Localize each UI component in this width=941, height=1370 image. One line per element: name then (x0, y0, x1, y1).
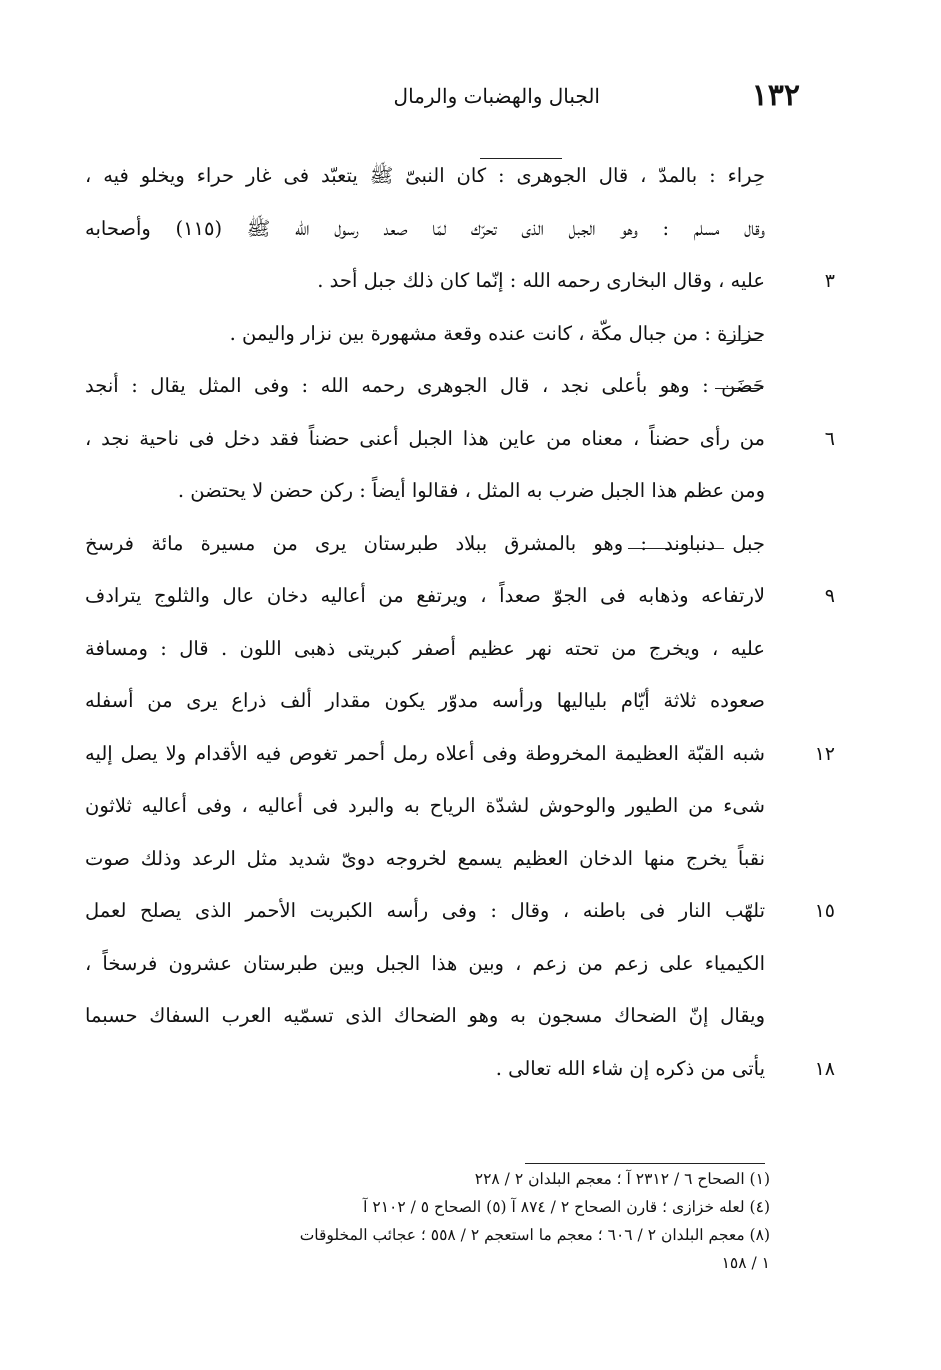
headword-overline (715, 388, 763, 389)
text-line (85, 255, 835, 308)
text-line (85, 570, 835, 623)
text-line-content: لارتفاعه وذهابه فى الجوّ صعداً ، ويرتفع من أعاليه دخان عال والثلوج يترادف (85, 584, 765, 607)
text-line (85, 413, 835, 466)
text-line-content: يأتى من ذكره إن شاء الله تعالى . (495, 1056, 765, 1080)
footnote: ١ / ١٥٨ (721, 1254, 770, 1272)
text-line (85, 360, 765, 413)
text-line-content: شىء من الطيور والوحوش لشدّة الرياح به والبرد فى أعاليه ، وفى أعاليه ثلاثون (85, 794, 765, 817)
text-line (85, 938, 765, 991)
text-line (85, 150, 765, 203)
line-number: ٦ (824, 427, 835, 450)
footnote: (٨) معجم البلدان ٢ / ٦٠٦ ؛ معجم ما استعجم ٢ / ٥٥٨ ؛ عجائب المخلوقات (299, 1226, 770, 1244)
text-line (85, 465, 765, 518)
page-number: ١٣٢ (751, 78, 800, 113)
line-number: ١٨ (814, 1057, 835, 1080)
text-line (85, 203, 765, 256)
text-line (85, 675, 765, 728)
text-line-content: وقال مسلم : وهو الجبل الذى تحرّك لمّا صعد رسول الله ﷺ (١١٥) وأصحابه (85, 216, 766, 240)
headword-overline (628, 548, 724, 549)
text-line-content: نقباً يخرج منها الدخان العظيم يسمع لخروجه دوىّ شديد مثل الرعد وذلك صوت (85, 846, 765, 870)
text-line (85, 833, 765, 886)
text-line (85, 990, 765, 1043)
text-line (85, 518, 765, 571)
text-line-content: تلهّب النار فى باطنه ، وقال : وفى رأسه الكبريت الأحمر الذى يصلح لعمل (85, 899, 765, 922)
text-line-content: ويقال إنّ الضحاك مسجون به وهو الضحاك الذى تسمّيه العرب السفاك حسبما (85, 1004, 765, 1027)
page-header (90, 78, 800, 118)
text-line-content: جبل دنباوند : وهو بالمشرق ببلاد طبرستان يرى من مسيرة مائة فرسخ (85, 531, 765, 555)
text-line-content: عليه ، وقال البخارى رحمه الله : إنّما كان ذلك جبل أحد . (317, 269, 765, 292)
text-line-content: من رأى حضناً ، معناه من عاين هذا الجبل أعنى حضناً فقد دخل فى ناحية نجد ، (85, 426, 765, 450)
running-title: الجبال والهضبات والرمال (393, 84, 600, 108)
line-number: ١٢ (814, 742, 835, 765)
footnote: (٤) لعله خزازى ؛ قارن الصحاح ٢ / ٨٧٤ آ (٥) الصحاح ٥ / ٢١٠٢ آ (363, 1198, 770, 1216)
text-line-content: عليه ، ويخرج من تحته نهر عظيم أصفر كبريتى ذهبى اللون . قال : ومسافة (85, 636, 765, 660)
text-line (85, 308, 765, 361)
text-line-content: شبه القبّة العظيمة المخروطة وفى أعلاه رمل أحمر تغوص فيه الأقدام ولا يصل إليه (85, 741, 765, 765)
text-line-content: حَضَن : وهو بأعلى نجد ، قال الجوهرى رحمه الله : وفى المثل يقال : أنجد (85, 374, 765, 397)
headword-overline (720, 340, 762, 341)
main-text (85, 150, 835, 1095)
text-line (85, 780, 765, 833)
text-line-content: الكيمياء على زعم من زعم ، وبين هذا الجبل وبين طبرستان عشرون فرسخاً ، (85, 951, 765, 975)
headword-overline (480, 158, 562, 159)
text-line (85, 885, 835, 938)
text-line-content: حزازة : من جبال مكّة ، كانت عنده وقعة مشهورة بين نزار واليمن . (229, 321, 765, 345)
text-line-content: ومن عظم هذا الجبل ضرب به المثل ، فقالوا أيضاً : ركن حضن لا يحتضن . (177, 479, 765, 502)
footnotes (110, 1165, 770, 1277)
footnote-separator (525, 1163, 765, 1164)
text-line-content: حِراء : بالمدّ ، قال الجوهرى : كان النبىّ ﷺ يتعبّد فى غار حراء ويخلو فيه ، (85, 164, 765, 187)
line-number: ١٥ (814, 900, 835, 922)
text-line (85, 1043, 835, 1096)
footnote: (١) الصحاح ٦ / ٢٣١٢ آ ؛ معجم البلدان ٢ / ٢٢٨ (474, 1170, 770, 1188)
text-line (85, 728, 835, 781)
line-number: ٩ (824, 585, 835, 607)
text-line (85, 623, 765, 676)
text-line-content: صعوده ثلاثة أيّام بلياليها ورأسه مدوّر يكون مقدار ألف ذراع يرى من أسفله (85, 689, 765, 712)
line-number: ٣ (824, 270, 835, 292)
